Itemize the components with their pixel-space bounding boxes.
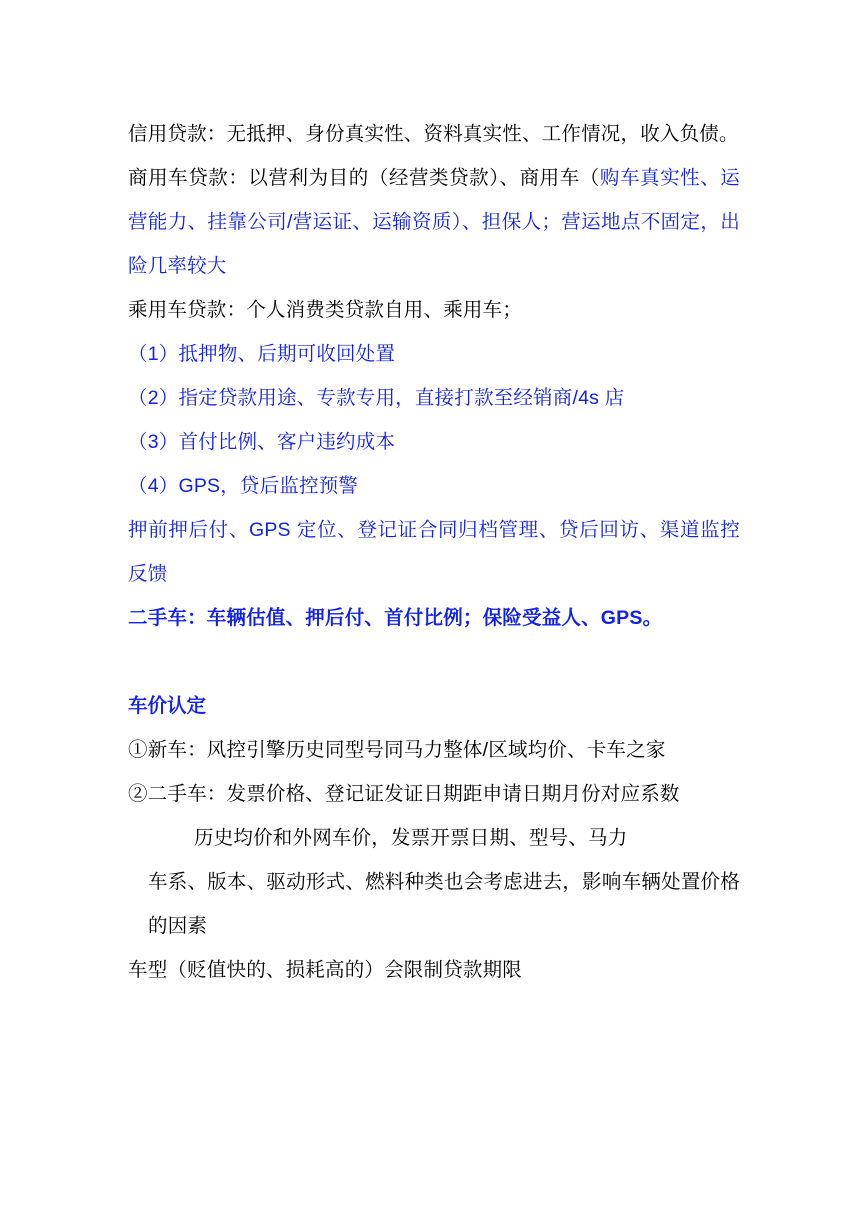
paragraph-credit-loan: [128, 112, 740, 156]
text-run-used-car-valuation: ②二手车：发票价格、登记证发证日期距申请日期月份对应系数: [128, 783, 680, 805]
paragraph-used-car: [128, 596, 740, 640]
text-run-used-car: 二手车：车辆估值、押后付、首付比例；保险受益人、GPS。: [128, 607, 663, 629]
paragraph-passenger-vehicle-loan: [128, 288, 740, 332]
text-run-vehicle-type-term: 车型（贬值快的、损耗高的）会限制贷款期限: [128, 959, 523, 981]
text-run-commercial-detail: 购车真实性、运营能力、挂靠公司/营运证、运输资质）、担保人；营运地点不固定，出险几率较大: [128, 167, 740, 277]
document-body: [128, 112, 740, 992]
text-run-passenger-loan: 乘用车贷款：个人消费类贷款自用、乘用车；: [128, 299, 523, 321]
text-run-historical-average: 历史均价和外网车价，发票开票日期、型号、马力: [194, 827, 628, 849]
paragraph-new-car: [128, 728, 740, 772]
text-run-item-4: （4）GPS，贷后监控预警: [128, 475, 359, 497]
paragraph-item-1: [128, 332, 740, 376]
paragraph-historical-average: [128, 816, 740, 860]
paragraph-item-3: [128, 420, 740, 464]
text-run-item-1: （1）抵押物、后期可收回处置: [128, 343, 396, 365]
text-run-series-version: 车系、版本、驱动形式、燃料种类也会考虑进去，影响车辆处置价格的因素: [148, 871, 740, 937]
text-run-item-2: （2）指定贷款用途、专款专用，直接打款至经销商/4s 店: [128, 387, 625, 409]
paragraph-item-2: [128, 376, 740, 420]
paragraph-item-4: [128, 464, 740, 508]
section-spacer: [128, 640, 740, 684]
text-run-credit-loan: 信用贷款：无抵押、身份真实性、资料真实性、工作情况，收入负债。: [128, 123, 739, 145]
paragraph-series-version: [128, 860, 740, 948]
paragraph-commercial-vehicle-loan: [128, 156, 740, 288]
text-run-new-car: ①新车：风控引擎历史同型号同马力整体/区域均价、卡车之家: [128, 739, 666, 761]
paragraph-vehicle-type-term: [128, 948, 740, 992]
paragraph-gps-management: [128, 508, 740, 596]
paragraph-used-car-valuation: [128, 772, 740, 816]
text-run-gps-management: 押前押后付、GPS 定位、登记证合同归档管理、贷后回访、渠道监控反馈: [128, 519, 740, 585]
text-run-commercial-prefix: 商用车贷款：以营利为目的（经营类贷款）、商用车（: [128, 167, 600, 189]
heading-price-assessment: 车价认定: [128, 695, 207, 717]
text-run-item-3: （3）首付比例、客户违约成本: [128, 431, 396, 453]
